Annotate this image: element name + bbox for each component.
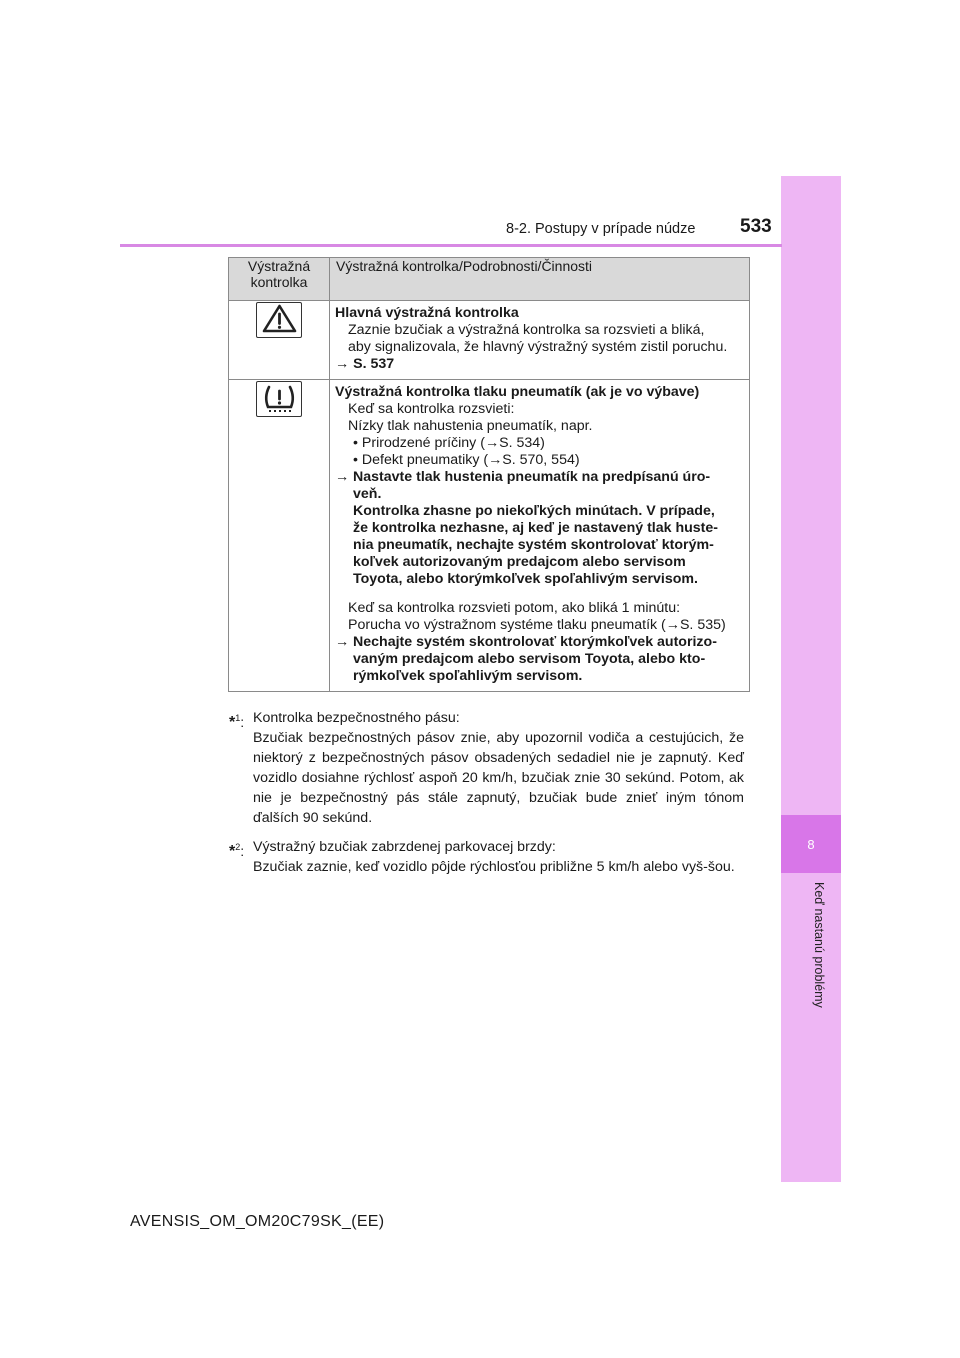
action-line: nia pneumatík, nechajte systém skontrolovať ktorým- [353,537,714,553]
action-line: rýmkoľvek spoľahlivým servisom. [353,668,583,684]
row-text-line: Keď sa kontrolka rozsvieti: [348,401,515,417]
row-text-line: Zaznie bzučiak a výstražná kontrolka sa rozsvieti a bliká, [348,322,705,338]
row-title: Výstražná kontrolka tlaku pneumatík (ak je vo výbave) [335,384,700,400]
action-line: Kontrolka zhasne po niekoľkých minútach. V prípade, [353,503,715,519]
footnote [229,708,744,828]
bullet-text: Prirodzené príčiny ( [361,435,485,451]
row-text-line [335,617,747,634]
action-line: Toyota, alebo ktorýmkoľvek spoľahlivým servisom. [353,571,698,587]
page-number: 533 [740,216,772,237]
footnote-number: 1 [235,713,241,723]
table-header-row [229,258,750,301]
master-warning-icon [256,302,302,338]
arrow-icon: → [484,435,500,451]
footnote-title: Výstražný bzučiak zabrzdenej parkovacej brzdy: [253,839,556,855]
action-line: Nechajte systém skontrolovať ktorýmkoľvek autorizo- [353,634,717,650]
page-reference[interactable]: S. 534) [499,435,545,451]
page-reference[interactable]: S. 570, 554) [502,452,580,468]
bullet-item [335,452,747,469]
arrow-icon: → [488,452,503,468]
arrow-icon: → [335,634,350,650]
footnote-number: 2 [235,842,241,852]
footnotes [229,708,744,877]
footnote-text: Bzučiak zaznie, keď vozidlo pôjde rýchlosťou približne 5 km/h alebo vyš-šou. [253,859,735,875]
action-line: koľvek autorizovaným predajcom alebo servisom [353,554,686,570]
warning-lights-table [228,257,750,692]
document-code: AVENSIS_OM_OM20C79SK_(EE) [130,1213,385,1230]
column-header-light [229,258,330,301]
bullet-text: Defekt pneumatiky ( [361,452,489,468]
description-cell [330,301,750,380]
column-header-details: Výstražná kontrolka/Podrobnosti/Činnosti [330,258,750,301]
arrow-icon: → [665,617,680,633]
footnote-star: * [229,714,236,731]
footnote-colon: : [240,715,245,731]
page-reference-link[interactable] [335,356,747,373]
column-header-light-line-2: kontrolka [250,274,308,290]
bullet-dot: • [353,452,358,468]
arrow-icon: → [335,356,350,372]
footnote-marker [229,708,244,733]
table-row [229,301,750,380]
tire-pressure-warning-icon [256,381,302,417]
blink-cause-text: Porucha vo výstražnom systéme tlaku pneumatík ( [348,617,666,633]
action-line: vaným predajcom alebo servisom Toyota, alebo kto- [353,651,706,667]
row-text-line: aby signalizovala, že hlavný výstražný systém zistil poruchu. [348,339,728,355]
row-title: Hlavná výstražná kontrolka [335,305,519,321]
page-reference: S. 537 [353,356,395,372]
spacer [335,588,747,600]
icon-cell [229,301,330,380]
row-text-line: Nízky tlak nahustenia pneumatík, napr. [348,418,593,434]
icon-cell [229,380,330,692]
header-rule [120,244,782,247]
action-line: veň. [353,486,382,502]
chapter-title: Keď nastanú problémy [812,882,826,1008]
description-cell [330,380,750,692]
arrow-icon: → [335,469,350,485]
footnote-marker [229,837,244,862]
action-line: Nastavte tlak hustenia pneumatík na predpísanú úro- [353,469,711,485]
chapter-number-tab[interactable] [781,815,841,873]
page-reference[interactable]: S. 535) [679,617,726,633]
row-text-line: Keď sa kontrolka rozsvieti potom, ako bliká 1 minútu: [348,600,681,616]
section-title: 8-2. Postupy v prípade núdze [506,221,696,237]
column-header-light-line-1: Výstražná [247,258,311,274]
footnote [229,837,744,877]
action-block [335,634,747,685]
table-row [229,380,750,692]
bullet-item [335,435,747,452]
footnote-colon: : [240,844,245,860]
footnote-star: * [229,843,236,860]
action-block [335,469,747,588]
action-line: že kontrolka nezhasne, aj keď je nastavený tlak huste- [353,520,719,536]
chapter-number: 8 [807,836,815,852]
footnote-text: Bzučiak bezpečnostných pásov znie, aby upozornil vodiča a cestujúcich, že niektorý z bezpečnostných pásov obsadených sedadiel nie je zapnutý. Keď vozidlo dosiahne rýchlosť aspoň 20 km/h, bzučiak znie 30 sekúnd. Potom, ak nie je bezpečnostný pás stále zapnutý, bzučiak bude znieť iným tónom ďalších 90 sekúnd. [253,730,744,826]
footnote-title: Kontrolka bezpečnostného pásu: [253,710,460,726]
bullet-dot: • [353,435,358,451]
